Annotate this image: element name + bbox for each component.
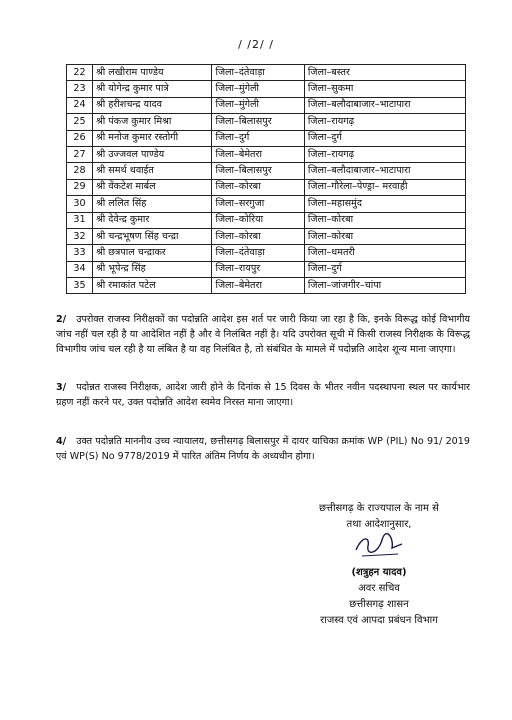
table-row bbox=[67, 261, 466, 277]
posting-district-cell: जिला–कोरबा bbox=[304, 212, 465, 228]
posting-district-cell: जिला–सुकमा bbox=[304, 81, 465, 97]
serial-number-cell: 26 bbox=[67, 130, 93, 146]
posting-district-cell: जिला–दुर्ग bbox=[304, 261, 465, 277]
serial-number-cell: 29 bbox=[67, 179, 93, 195]
serial-number-cell: 24 bbox=[67, 97, 93, 113]
table-row bbox=[67, 65, 466, 81]
officer-transfer-table bbox=[66, 64, 466, 294]
officer-name-cell: श्री उज्जवल पाण्डेय bbox=[92, 146, 211, 162]
para-text: उपरोक्त राजस्व निरीक्षकों का पदोन्नति आदेश इस शर्त पर जारी किया जा रहा है कि, इनके विरूद्ध कोई विभागीय जांच नहीं चल रही है या आदेशित नहीं है और वे निलंबित नहीं है। यदि उपरोक्त सूची में किसी राजस्व निरीक्षक के विरूद्ध विभागीय जांच चल रही है या लंबित है या वह निलंबित है, तो संबंधित के मामले में पदोन्नति आदेश शून्य माना जाएगा। bbox=[56, 314, 470, 355]
posting-district-cell: जिला–जांजगीर–चांपा bbox=[304, 278, 465, 294]
current-district-cell: जिला–कोरबा bbox=[212, 179, 304, 195]
para-number: 2/ bbox=[56, 314, 67, 325]
table-row bbox=[67, 114, 466, 130]
handwritten-signature bbox=[348, 530, 408, 560]
current-district-cell: जिला–मुंगेली bbox=[212, 97, 304, 113]
table-row bbox=[67, 130, 466, 146]
posting-district-cell: जिला–दुर्ग bbox=[304, 130, 465, 146]
posting-district-cell: जिला–कोरबा bbox=[304, 228, 465, 244]
current-district-cell: जिला–सरगुजा bbox=[212, 196, 304, 212]
officer-name-cell: श्री मनोज कुमार रस्तोगी bbox=[92, 130, 211, 146]
posting-district-cell: जिला–बलौदाबाजार–भाटापारा bbox=[304, 163, 465, 179]
table-row bbox=[67, 228, 466, 244]
government-name: छत्तीसगढ़ शासन bbox=[349, 599, 409, 610]
serial-number-cell: 32 bbox=[67, 228, 93, 244]
table-row bbox=[67, 212, 466, 228]
current-district-cell: जिला–बेमेतरा bbox=[212, 146, 304, 162]
para-text: पदोन्नत राजस्व निरीक्षक, आदेश जारी होने के दिनांक से 15 दिवस के भीतर नवीन पदस्थापना स्थल पर कार्यभार ग्रहण नहीं करने पर, उक्त पदोन्नति आदेश स्वमेव निरस्त माना जाएगा। bbox=[56, 382, 470, 408]
current-district-cell: जिला–बिलासपुर bbox=[212, 114, 304, 130]
officer-name-cell: श्री रमाकांत पटेल bbox=[92, 278, 211, 294]
court-paragraph-4 bbox=[56, 434, 470, 464]
officer-name-cell: श्री वेंकटेश मार्बल bbox=[92, 179, 211, 195]
officer-name-cell: श्री ललित सिंह bbox=[92, 196, 211, 212]
department-name: राजस्व एवं आपदा प्रबंधन विभाग bbox=[320, 615, 438, 626]
table-row bbox=[67, 81, 466, 97]
para-number: 3/ bbox=[56, 382, 67, 393]
serial-number-cell: 25 bbox=[67, 114, 93, 130]
officer-name-cell: श्री भूपेन्द्र सिंह bbox=[92, 261, 211, 277]
table-row bbox=[67, 146, 466, 162]
posting-district-cell: जिला–रायगढ़ bbox=[304, 146, 465, 162]
page-number: / /2/ / bbox=[238, 38, 274, 51]
officer-name-cell: श्री छत्रपाल चन्द्राकर bbox=[92, 245, 211, 261]
posting-district-cell: जिला–महासमुंद bbox=[304, 196, 465, 212]
posting-district-cell: जिला–बलौदाबाजार–भाटापारा bbox=[304, 97, 465, 113]
table-row bbox=[67, 163, 466, 179]
officer-name-cell: श्री हरीशचन्द्र यादव bbox=[92, 97, 211, 113]
current-district-cell: जिला–दंतेवाड़ा bbox=[212, 245, 304, 261]
serial-number-cell: 33 bbox=[67, 245, 93, 261]
current-district-cell: जिला–दुर्ग bbox=[212, 130, 304, 146]
signoff-line-1: छत्तीसगढ़ के राज्यपाल के नाम से bbox=[319, 503, 439, 514]
para-text: उक्त पदोन्नति माननीय उच्च न्यायालय, छत्तीसगढ़ बिलासपुर में दायर याचिका क्रमांक WP (PIL) No 91/ 2019 एवं WP(S) No 9778/2019 में पारित अंतिम निर्णय के अध्यधीन होगा। bbox=[56, 436, 470, 462]
serial-number-cell: 30 bbox=[67, 196, 93, 212]
current-district-cell: जिला–दंतेवाड़ा bbox=[212, 65, 304, 81]
officer-name-cell: श्री पंकज कुमार मिश्रा bbox=[92, 114, 211, 130]
serial-number-cell: 31 bbox=[67, 212, 93, 228]
officer-name-cell: श्री देवेन्द्र कुमार bbox=[92, 212, 211, 228]
condition-paragraph-2 bbox=[56, 312, 470, 357]
signatory-designation: अवर सचिव bbox=[358, 583, 400, 594]
table-row bbox=[67, 245, 466, 261]
posting-district-cell: जिला–धमतरी bbox=[304, 245, 465, 261]
serial-number-cell: 27 bbox=[67, 146, 93, 162]
signatory-name: (शत्रुहन यादव) bbox=[351, 567, 407, 578]
serial-number-cell: 22 bbox=[67, 65, 93, 81]
serial-number-cell: 28 bbox=[67, 163, 93, 179]
current-district-cell: जिला–बेमेतरा bbox=[212, 278, 304, 294]
posting-district-cell: जिला–बस्तर bbox=[304, 65, 465, 81]
officer-name-cell: श्री चन्द्रभूषण सिंह चन्द्रा bbox=[92, 228, 211, 244]
serial-number-cell: 35 bbox=[67, 278, 93, 294]
current-district-cell: जिला–रायपुर bbox=[212, 261, 304, 277]
current-district-cell: जिला–बिलासपुर bbox=[212, 163, 304, 179]
current-district-cell: जिला–कोरबा bbox=[212, 228, 304, 244]
joining-paragraph-3 bbox=[56, 380, 470, 410]
posting-district-cell: जिला–गौरेला–पेण्ड्रा– मरवाही bbox=[304, 179, 465, 195]
serial-number-cell: 34 bbox=[67, 261, 93, 277]
signoff-line-2: तथा आदेशानुसार, bbox=[346, 519, 412, 530]
officer-name-cell: श्री लखीराम पाण्डेय bbox=[92, 65, 211, 81]
table-row bbox=[67, 278, 466, 294]
current-district-cell: जिला–कोरिया bbox=[212, 212, 304, 228]
serial-number-cell: 23 bbox=[67, 81, 93, 97]
table-row bbox=[67, 179, 466, 195]
posting-district-cell: जिला–रायगढ़ bbox=[304, 114, 465, 130]
officer-name-cell: श्री समर्थ थवाईत bbox=[92, 163, 211, 179]
table-row bbox=[67, 196, 466, 212]
para-number: 4/ bbox=[56, 436, 67, 447]
current-district-cell: जिला–मुंगेली bbox=[212, 81, 304, 97]
table-row bbox=[67, 97, 466, 113]
officer-name-cell: श्री योगेन्द्र कुमार पात्रे bbox=[92, 81, 211, 97]
